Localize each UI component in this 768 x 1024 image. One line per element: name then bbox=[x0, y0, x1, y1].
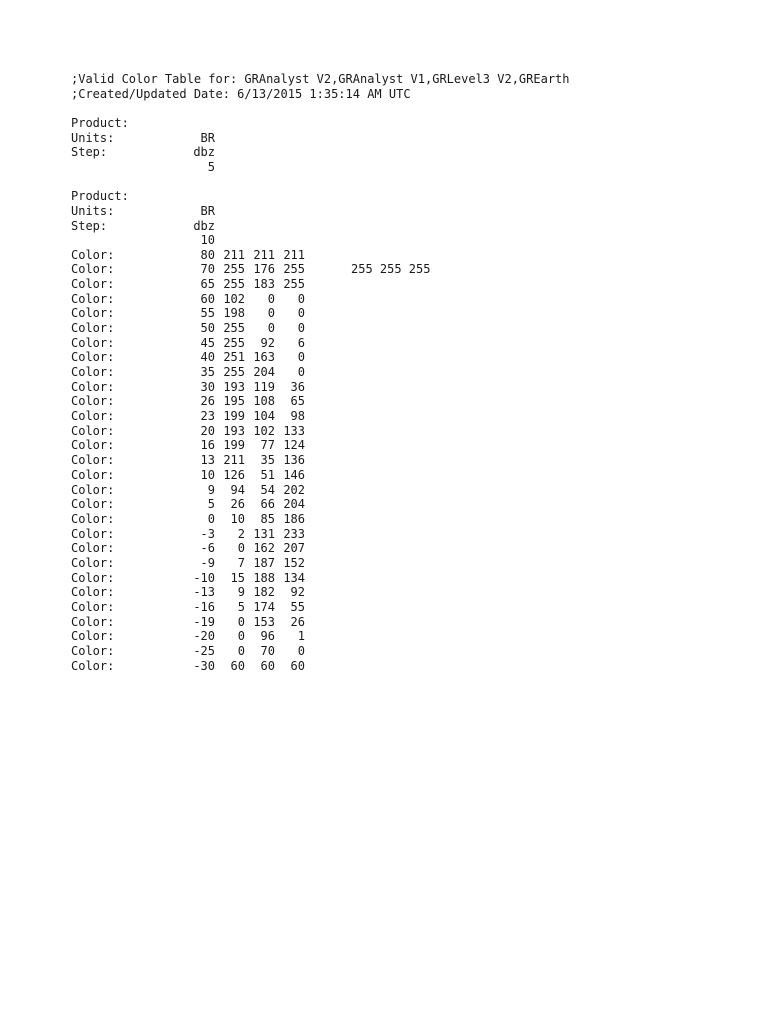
color-value: -25 bbox=[193, 644, 215, 659]
color-value: 70 bbox=[200, 262, 215, 277]
color-green: 54 bbox=[260, 482, 275, 497]
color-label: Color: bbox=[71, 438, 115, 453]
color-green: 60 bbox=[260, 658, 275, 673]
product-value: BR bbox=[200, 130, 215, 145]
color-row bbox=[71, 248, 691, 263]
color-blue: 0 bbox=[297, 291, 305, 306]
color-label: Color: bbox=[71, 262, 115, 277]
color-green: 188 bbox=[253, 570, 275, 585]
color-blue: 1 bbox=[297, 629, 305, 644]
color-row bbox=[71, 600, 691, 615]
color-red: 102 bbox=[223, 291, 245, 306]
color-value: 10 bbox=[200, 467, 215, 482]
color-red: 251 bbox=[223, 350, 245, 365]
color-value: 20 bbox=[200, 423, 215, 438]
color-red: 211 bbox=[223, 247, 245, 262]
color-value: 40 bbox=[200, 350, 215, 365]
color-red: 0 bbox=[237, 629, 245, 644]
color-label: Color: bbox=[71, 629, 115, 644]
color-red: 9 bbox=[237, 585, 245, 600]
color-value: 50 bbox=[200, 320, 215, 335]
color-red: 255 bbox=[223, 335, 245, 350]
color-value: 45 bbox=[200, 335, 215, 350]
color-green: 176 bbox=[253, 262, 275, 277]
color-row bbox=[71, 424, 691, 439]
color-green: 77 bbox=[260, 438, 275, 453]
color-green: 119 bbox=[253, 379, 275, 394]
color-value: 65 bbox=[200, 276, 215, 291]
color-blue: 0 bbox=[297, 365, 305, 379]
color-red: 195 bbox=[223, 394, 245, 409]
color-label: Color: bbox=[71, 247, 115, 262]
spacer bbox=[71, 219, 691, 248]
color-value: -3 bbox=[200, 526, 215, 541]
color-row bbox=[71, 541, 691, 556]
color-row bbox=[71, 659, 691, 674]
color-green: 35 bbox=[260, 453, 275, 468]
color-label: Color: bbox=[71, 365, 115, 379]
color-row bbox=[71, 409, 691, 424]
units-label: Units: bbox=[71, 203, 115, 218]
color-label: Color: bbox=[71, 291, 115, 306]
color-value: -6 bbox=[200, 541, 215, 556]
color-blue: 60 bbox=[290, 658, 305, 673]
color-rows bbox=[71, 248, 691, 674]
color-value: 55 bbox=[200, 306, 215, 321]
units-value: dbz bbox=[193, 145, 215, 160]
color-label: Color: bbox=[71, 335, 115, 350]
color-row bbox=[71, 277, 691, 292]
color-row bbox=[71, 571, 691, 586]
units-label: Units: bbox=[71, 130, 115, 145]
color-red: 60 bbox=[230, 658, 245, 673]
comment-created-date: ;Created/Updated Date: 6/13/2015 1:35:14 AM UTC bbox=[71, 86, 411, 101]
color-row bbox=[71, 350, 691, 365]
color-green: 174 bbox=[253, 600, 275, 614]
color-row bbox=[71, 615, 691, 630]
color-label: Color: bbox=[71, 541, 115, 556]
color-green: 182 bbox=[253, 585, 275, 600]
color-row bbox=[71, 453, 691, 468]
color-value: -9 bbox=[200, 555, 215, 570]
color-value: -30 bbox=[193, 658, 215, 673]
color-label: Color: bbox=[71, 423, 115, 438]
color-green: 66 bbox=[260, 497, 275, 512]
color-label: Color: bbox=[71, 658, 115, 673]
color-green: 187 bbox=[253, 555, 275, 570]
color-label: Color: bbox=[71, 482, 115, 497]
color-blue: 255 bbox=[283, 276, 305, 291]
color-label: Color: bbox=[71, 467, 115, 482]
color-blue: 152 bbox=[283, 555, 305, 570]
color-value: 0 bbox=[207, 511, 215, 526]
color-blue: 186 bbox=[283, 511, 305, 526]
color-green: 162 bbox=[253, 541, 275, 556]
step-value: 5 bbox=[207, 160, 215, 175]
color-label: Color: bbox=[71, 497, 115, 512]
color-row bbox=[71, 644, 691, 659]
color-red: 211 bbox=[223, 453, 245, 468]
color-label: Color: bbox=[71, 409, 115, 424]
color-value: -13 bbox=[193, 585, 215, 600]
color-green: 102 bbox=[253, 423, 275, 438]
color-row bbox=[71, 438, 691, 453]
color-blue: 0 bbox=[297, 644, 305, 659]
color-blue: 134 bbox=[283, 570, 305, 585]
color-blue: 92 bbox=[290, 585, 305, 600]
color-label: Color: bbox=[71, 350, 115, 365]
color-blue: 0 bbox=[297, 320, 305, 335]
color-red: 255 bbox=[223, 262, 245, 277]
color-red: 5 bbox=[237, 600, 245, 614]
color-row bbox=[71, 365, 691, 380]
color-row bbox=[71, 527, 691, 542]
color-secondary-rgb: 255 255 255 bbox=[351, 262, 431, 277]
color-value: 60 bbox=[200, 291, 215, 306]
product-value: BR bbox=[200, 203, 215, 218]
color-green: 0 bbox=[267, 306, 275, 321]
color-green: 104 bbox=[253, 409, 275, 424]
color-green: 51 bbox=[260, 467, 275, 482]
color-blue: 204 bbox=[283, 497, 305, 512]
step-label: Step: bbox=[71, 218, 108, 233]
color-label: Color: bbox=[71, 511, 115, 526]
color-blue: 98 bbox=[290, 409, 305, 424]
color-label: Color: bbox=[71, 276, 115, 291]
color-blue: 133 bbox=[283, 423, 305, 438]
color-red: 0 bbox=[237, 644, 245, 659]
color-label: Color: bbox=[71, 526, 115, 541]
color-label: Color: bbox=[71, 379, 115, 394]
color-row bbox=[71, 380, 691, 395]
color-red: 255 bbox=[223, 320, 245, 335]
color-green: 0 bbox=[267, 320, 275, 335]
color-row bbox=[71, 585, 691, 600]
color-blue: 26 bbox=[290, 614, 305, 629]
color-row bbox=[71, 321, 691, 336]
color-green: 92 bbox=[260, 335, 275, 350]
color-blue: 211 bbox=[283, 247, 305, 262]
color-value: 13 bbox=[200, 453, 215, 468]
color-red: 255 bbox=[223, 276, 245, 291]
color-row bbox=[71, 306, 691, 321]
color-value: -16 bbox=[193, 600, 215, 614]
color-red: 193 bbox=[223, 379, 245, 394]
units-value: dbz bbox=[193, 218, 215, 233]
product-label: Product: bbox=[71, 116, 129, 131]
color-row bbox=[71, 262, 691, 277]
color-label: Color: bbox=[71, 570, 115, 585]
color-value: -10 bbox=[193, 570, 215, 585]
color-value: 35 bbox=[200, 365, 215, 379]
color-value: -20 bbox=[193, 629, 215, 644]
color-blue: 55 bbox=[290, 600, 305, 614]
color-red: 193 bbox=[223, 423, 245, 438]
color-red: 94 bbox=[230, 482, 245, 497]
color-value: 23 bbox=[200, 409, 215, 424]
color-value: -19 bbox=[193, 614, 215, 629]
color-label: Color: bbox=[71, 320, 115, 335]
color-red: 126 bbox=[223, 467, 245, 482]
color-label: Color: bbox=[71, 394, 115, 409]
spacer bbox=[71, 145, 691, 174]
color-label: Color: bbox=[71, 644, 115, 659]
color-blue: 0 bbox=[297, 306, 305, 321]
color-value: 5 bbox=[207, 497, 215, 512]
color-red: 26 bbox=[230, 497, 245, 512]
color-red: 255 bbox=[223, 365, 245, 379]
color-row bbox=[71, 629, 691, 644]
color-green: 70 bbox=[260, 644, 275, 659]
color-blue: 146 bbox=[283, 467, 305, 482]
color-red: 0 bbox=[237, 541, 245, 556]
color-blue: 36 bbox=[290, 379, 305, 394]
color-blue: 65 bbox=[290, 394, 305, 409]
color-row bbox=[71, 497, 691, 512]
color-row bbox=[71, 292, 691, 307]
color-blue: 6 bbox=[297, 335, 305, 350]
color-blue: 233 bbox=[283, 526, 305, 541]
color-red: 2 bbox=[237, 526, 245, 541]
color-row bbox=[71, 512, 691, 527]
color-label: Color: bbox=[71, 555, 115, 570]
color-blue: 136 bbox=[283, 453, 305, 468]
color-red: 199 bbox=[223, 409, 245, 424]
color-blue: 255 bbox=[283, 262, 305, 277]
color-row bbox=[71, 336, 691, 351]
color-label: Color: bbox=[71, 614, 115, 629]
color-label: Color: bbox=[71, 306, 115, 321]
step-label: Step: bbox=[71, 145, 108, 160]
color-red: 199 bbox=[223, 438, 245, 453]
color-row bbox=[71, 394, 691, 409]
color-label: Color: bbox=[71, 585, 115, 600]
color-blue: 207 bbox=[283, 541, 305, 556]
color-green: 204 bbox=[253, 365, 275, 379]
color-green: 108 bbox=[253, 394, 275, 409]
color-row bbox=[71, 556, 691, 571]
color-green: 131 bbox=[253, 526, 275, 541]
color-blue: 202 bbox=[283, 482, 305, 497]
color-label: Color: bbox=[71, 600, 115, 614]
color-value: 9 bbox=[207, 482, 215, 497]
comment-valid-for: ;Valid Color Table for: GRAnalyst V2,GRAnalyst V1,GRLevel3 V2,GREarth bbox=[71, 72, 570, 86]
color-row bbox=[71, 468, 691, 483]
color-red: 10 bbox=[230, 511, 245, 526]
color-value: 30 bbox=[200, 379, 215, 394]
color-green: 163 bbox=[253, 350, 275, 365]
color-value: 16 bbox=[200, 438, 215, 453]
color-red: 198 bbox=[223, 306, 245, 321]
color-red: 7 bbox=[237, 555, 245, 570]
color-value: 26 bbox=[200, 394, 215, 409]
step-value: 10 bbox=[200, 233, 215, 248]
color-green: 183 bbox=[253, 276, 275, 291]
color-blue: 124 bbox=[283, 438, 305, 453]
color-table-document bbox=[71, 72, 691, 673]
color-blue: 0 bbox=[297, 350, 305, 365]
color-label: Color: bbox=[71, 453, 115, 468]
color-row bbox=[71, 483, 691, 498]
product-label: Product: bbox=[71, 189, 129, 204]
color-value: 80 bbox=[200, 247, 215, 262]
color-green: 211 bbox=[253, 247, 275, 262]
color-green: 0 bbox=[267, 291, 275, 306]
color-green: 85 bbox=[260, 511, 275, 526]
color-red: 0 bbox=[237, 614, 245, 629]
color-green: 96 bbox=[260, 629, 275, 644]
color-red: 15 bbox=[230, 570, 245, 585]
color-green: 153 bbox=[253, 614, 275, 629]
